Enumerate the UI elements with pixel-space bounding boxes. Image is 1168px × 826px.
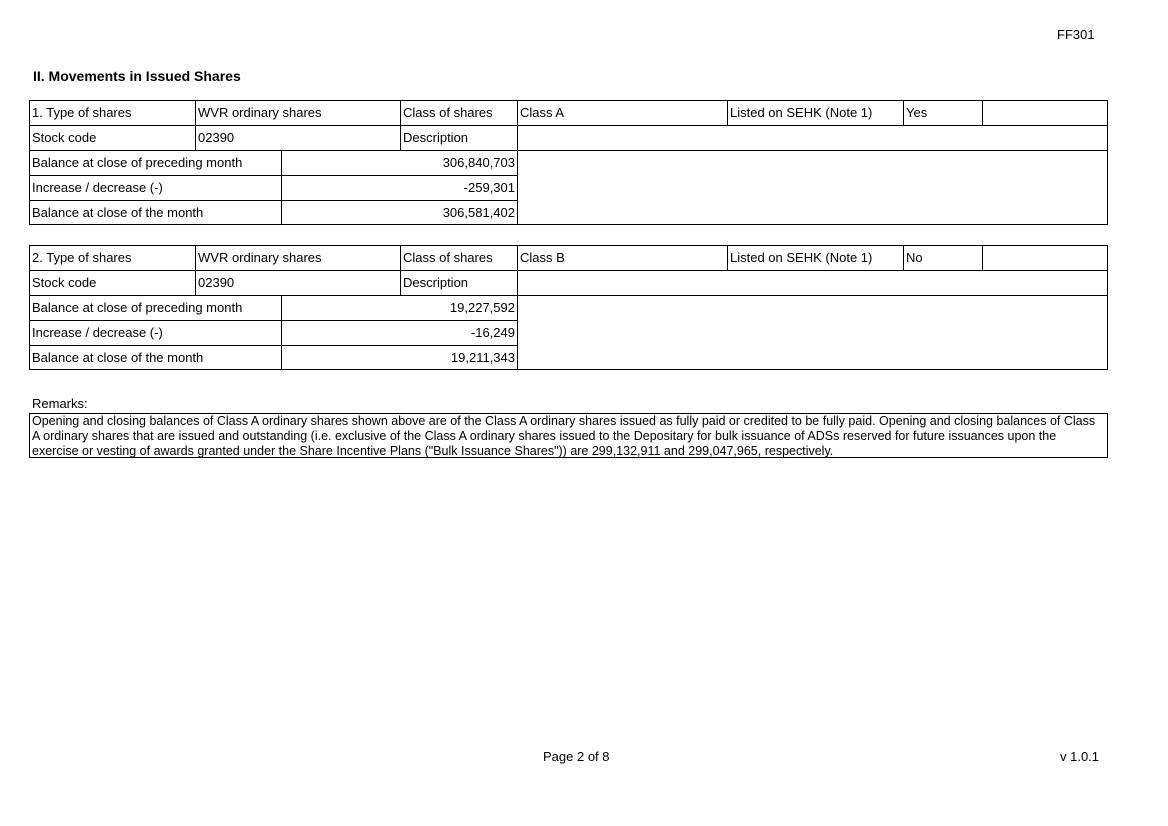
remarks-text: Opening and closing balances of Class A ordinary shares shown above are of the Class A ordinary shares issued as fully paid or credited to be fully paid. Opening and closing balances of Class A ordinary shares that are issued and outstanding (i.e. exclusive of the Class A ordinary shares issued to the Depositary for bulk issuance of ADSs reserved for future issuances upon the exercise or vesting of awards granted under the Share Incentive Plans ("Bulk Issuance Shares")) are 299,132,911 and 299,047,965, respectively. (29, 413, 1108, 458)
empty-cell (983, 246, 1107, 271)
form-code: FF301 (1057, 27, 1095, 42)
stock-code-label: Stock code (30, 126, 196, 151)
remarks-label: Remarks: (32, 396, 88, 411)
class-of-shares-value: Class A (518, 101, 728, 126)
stock-code-value: 02390 (196, 271, 401, 296)
share-block-class-b (29, 245, 1108, 370)
balance-preceding-month-label: Balance at close of preceding month (30, 296, 282, 321)
type-of-shares-value: WVR ordinary shares (196, 246, 401, 271)
listed-on-sehk-label: Listed on SEHK (Note 1) (728, 246, 904, 271)
balance-preceding-month-value: 306,840,703 (282, 151, 518, 176)
balance-close-month-label: Balance at close of the month (30, 201, 282, 224)
balance-close-month-value: 19,211,343 (282, 346, 518, 369)
class-of-shares-label: Class of shares (401, 101, 518, 126)
empty-cell (983, 101, 1107, 126)
balance-preceding-month-value: 19,227,592 (282, 296, 518, 321)
description-value (518, 271, 1107, 296)
stock-code-label: Stock code (30, 271, 196, 296)
version-label: v 1.0.1 (1060, 749, 1100, 764)
stock-code-value: 02390 (196, 126, 401, 151)
section-title: II. Movements in Issued Shares (33, 68, 241, 84)
listed-on-sehk-label: Listed on SEHK (Note 1) (728, 101, 904, 126)
balance-close-month-value: 306,581,402 (282, 201, 518, 224)
type-of-shares-label: 2. Type of shares (30, 246, 196, 271)
listed-on-sehk-value: No (904, 246, 983, 271)
class-of-shares-label: Class of shares (401, 246, 518, 271)
increase-decrease-value: -259,301 (282, 176, 518, 201)
type-of-shares-value: WVR ordinary shares (196, 101, 401, 126)
type-of-shares-label: 1. Type of shares (30, 101, 196, 126)
description-label: Description (401, 271, 518, 296)
description-value (518, 126, 1107, 151)
balance-preceding-month-label: Balance at close of preceding month (30, 151, 282, 176)
listed-on-sehk-value: Yes (904, 101, 983, 126)
increase-decrease-label: Increase / decrease (-) (30, 176, 282, 201)
description-label: Description (401, 126, 518, 151)
class-of-shares-value: Class B (518, 246, 728, 271)
share-block-class-a (29, 100, 1108, 225)
page-number: Page 2 of 8 (543, 749, 610, 764)
balance-close-month-label: Balance at close of the month (30, 346, 282, 369)
increase-decrease-value: -16,249 (282, 321, 518, 346)
increase-decrease-label: Increase / decrease (-) (30, 321, 282, 346)
